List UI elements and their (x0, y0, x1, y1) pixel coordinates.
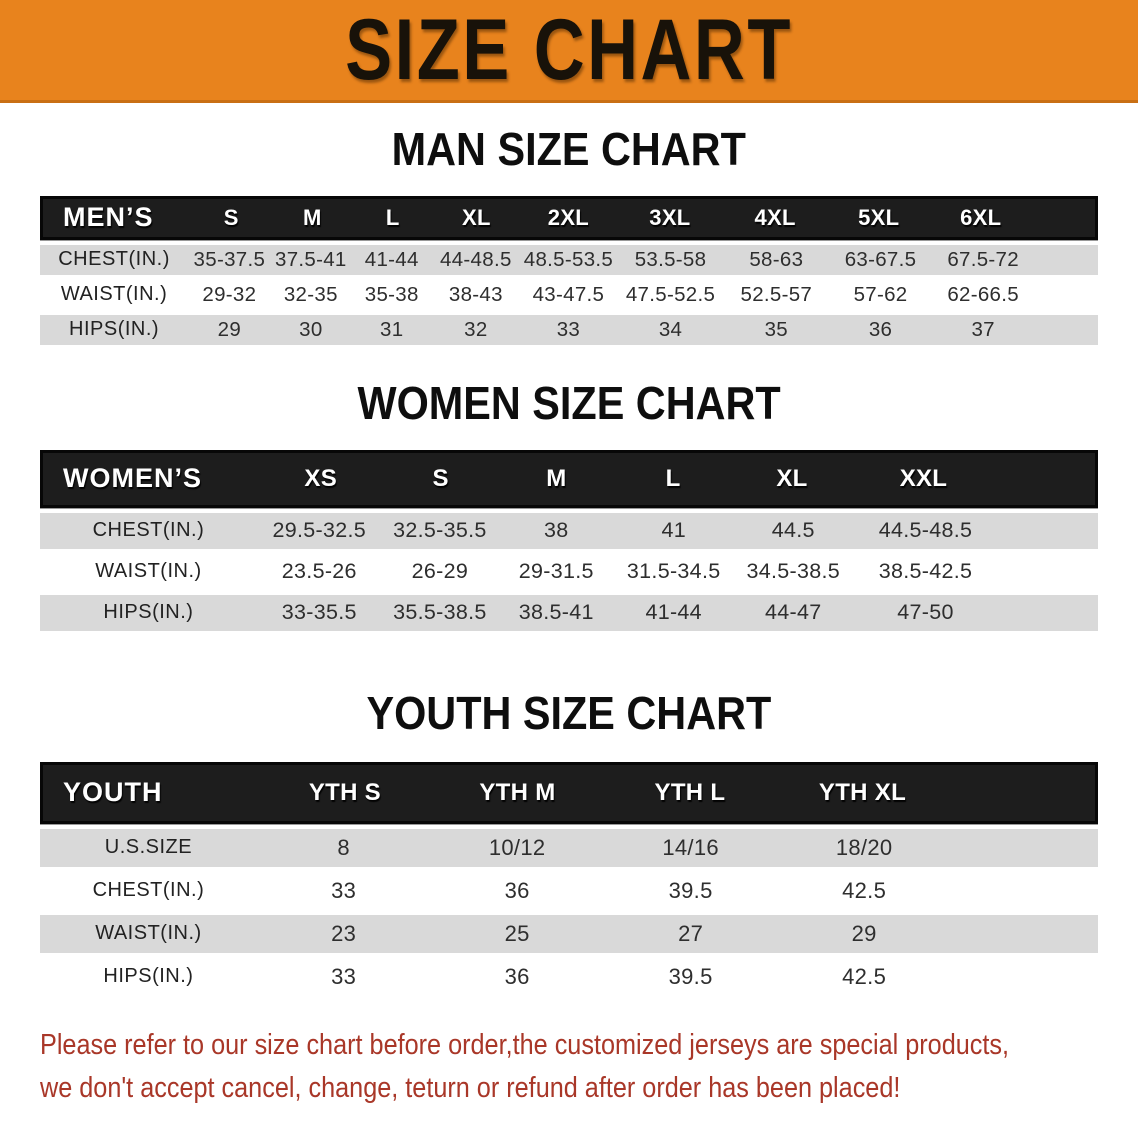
disclaimer-line-2: we don't accept cancel, change, teturn or refund after order has been placed! (40, 1072, 901, 1105)
women-hips-row (40, 595, 1098, 631)
size-cell: 26-29 (411, 559, 469, 584)
size-cell: 25 (504, 920, 530, 946)
row-label: WAIST(IN.) (95, 560, 202, 583)
size-cell: 39.5 (668, 877, 713, 903)
row-label: HIPS(IN.) (69, 318, 160, 341)
size-cell: 35-38 (364, 282, 419, 306)
size-cell: 41-44 (364, 247, 419, 271)
size-column-header: 2XL (547, 204, 590, 230)
size-cell: 29 (851, 920, 877, 946)
size-cell: 35.5-38.5 (393, 600, 487, 625)
size-cell: 29 (217, 317, 242, 341)
row-label: WAIST(IN.) (60, 283, 168, 306)
size-cell: 32 (464, 317, 488, 341)
size-column-header: YTH L (654, 778, 726, 806)
size-column-header: L (665, 464, 681, 492)
size-cell: 31 (380, 317, 404, 341)
size-cell: 23.5-26 (281, 559, 357, 584)
size-column-header: 4XL (754, 204, 796, 230)
youth-section-heading (0, 687, 1138, 740)
women-size-table (40, 450, 1098, 631)
youth-table-header-row (40, 762, 1098, 824)
banner-title: SIZE CHART (345, 1, 793, 98)
size-column-header: 5XL (858, 204, 900, 230)
size-cell: 33 (331, 963, 357, 989)
size-cell: 10/12 (488, 834, 546, 860)
table-corner-label: WOMEN’S (63, 463, 202, 494)
women-section-heading-text: WOMEN SIZE CHART (357, 376, 781, 429)
size-cell: 36 (504, 877, 530, 903)
youth-waist-row (40, 915, 1098, 953)
men-size-table (40, 196, 1098, 345)
size-cell: 27 (678, 920, 704, 946)
size-cell: 47.5-52.5 (625, 282, 716, 306)
disclaimer-note (40, 1024, 1010, 1111)
size-column-header: M (302, 204, 322, 230)
men-waist-row (40, 280, 1098, 310)
row-label: WAIST(IN.) (95, 922, 202, 945)
size-cell: 41-44 (645, 600, 702, 625)
size-cell: 44-48.5 (440, 247, 512, 271)
size-cell: 33 (556, 317, 581, 341)
row-label: U.S.SIZE (104, 836, 193, 859)
men-section-heading-text: MAN SIZE CHART (391, 123, 747, 175)
size-column-header: L (385, 204, 400, 230)
size-cell: 8 (337, 834, 350, 860)
size-cell: 44.5-48.5 (878, 518, 973, 543)
size-cell: 63-67.5 (844, 247, 917, 271)
size-cell: 44-47 (765, 600, 822, 625)
size-column-header: XS (304, 464, 338, 492)
size-cell: 42.5 (842, 963, 887, 989)
table-corner-label: MEN’S (63, 202, 154, 233)
youth-hips-row (40, 958, 1098, 996)
size-column-header: 3XL (649, 204, 691, 230)
size-cell: 48.5-53.5 (523, 247, 614, 271)
size-cell: 53.5-58 (634, 247, 707, 271)
size-column-header: S (223, 204, 239, 230)
size-cell: 33 (331, 877, 357, 903)
disclaimer-line-1: Please refer to our size chart before order,the customized jerseys are special products, (40, 1028, 1010, 1061)
size-cell: 34 (658, 317, 683, 341)
row-label: CHEST(IN.) (92, 519, 205, 542)
size-cell: 32.5-35.5 (393, 518, 487, 543)
women-chest-row (40, 513, 1098, 549)
size-cell: 38-43 (448, 282, 503, 306)
size-cell: 35-37.5 (193, 247, 266, 271)
size-column-header: XL (462, 204, 491, 230)
size-cell: 42.5 (842, 877, 887, 903)
row-label: HIPS(IN.) (103, 601, 194, 624)
size-cell: 32-35 (283, 282, 338, 306)
size-cell: 37.5-41 (275, 247, 347, 271)
youth-ussize-row (40, 829, 1098, 867)
men-chest-row (40, 245, 1098, 275)
women-section-heading (0, 377, 1138, 430)
size-cell: 38.5-41 (518, 600, 594, 625)
size-cell: 39.5 (668, 963, 713, 989)
size-column-header: YTH S (308, 778, 381, 806)
size-column-header: YTH XL (818, 778, 907, 806)
row-label: CHEST(IN.) (58, 248, 170, 271)
size-column-header: XL (776, 464, 808, 492)
size-cell: 36 (504, 963, 530, 989)
size-cell: 35 (764, 317, 789, 341)
row-label: HIPS(IN.) (103, 965, 194, 988)
size-cell: 43-47.5 (532, 282, 605, 306)
size-cell: 29-32 (202, 282, 257, 306)
size-cell: 31.5-34.5 (626, 559, 721, 584)
size-column-header: M (546, 464, 567, 492)
size-column-header: 6XL (960, 204, 1002, 230)
youth-chest-row (40, 872, 1098, 910)
size-cell: 34.5-38.5 (746, 559, 841, 584)
size-cell: 14/16 (662, 834, 719, 860)
size-cell: 41 (661, 518, 686, 543)
size-cell: 62-66.5 (947, 282, 1019, 306)
size-cell: 58-63 (749, 247, 804, 271)
size-cell: 47-50 (897, 600, 954, 625)
women-table-header-row (40, 450, 1098, 508)
size-cell: 23 (331, 920, 357, 946)
size-cell: 29-31.5 (518, 559, 594, 584)
size-cell: 36 (868, 317, 893, 341)
size-cell: 38 (544, 518, 569, 543)
size-cell: 30 (299, 317, 323, 341)
women-waist-row (40, 554, 1098, 590)
banner (0, 0, 1138, 103)
size-cell: 52.5-57 (740, 282, 813, 306)
men-table-header-row (40, 196, 1098, 240)
youth-section-heading-text: YOUTH SIZE CHART (366, 686, 772, 739)
size-column-header: S (432, 464, 449, 492)
table-corner-label: YOUTH (63, 777, 163, 808)
size-cell: 57-62 (853, 282, 908, 306)
size-column-header: YTH M (479, 778, 556, 806)
size-cell: 38.5-42.5 (878, 559, 973, 584)
size-cell: 37 (971, 317, 995, 341)
size-cell: 67.5-72 (947, 247, 1019, 271)
size-cell: 44.5 (771, 518, 815, 543)
size-cell: 18/20 (835, 834, 893, 860)
men-hips-row (40, 315, 1098, 345)
size-cell: 33-35.5 (281, 600, 357, 625)
size-cell: 29.5-32.5 (272, 518, 367, 543)
youth-size-table (40, 762, 1098, 996)
size-column-header: XXL (899, 464, 948, 492)
men-section-heading (0, 123, 1138, 176)
row-label: CHEST(IN.) (92, 879, 205, 902)
